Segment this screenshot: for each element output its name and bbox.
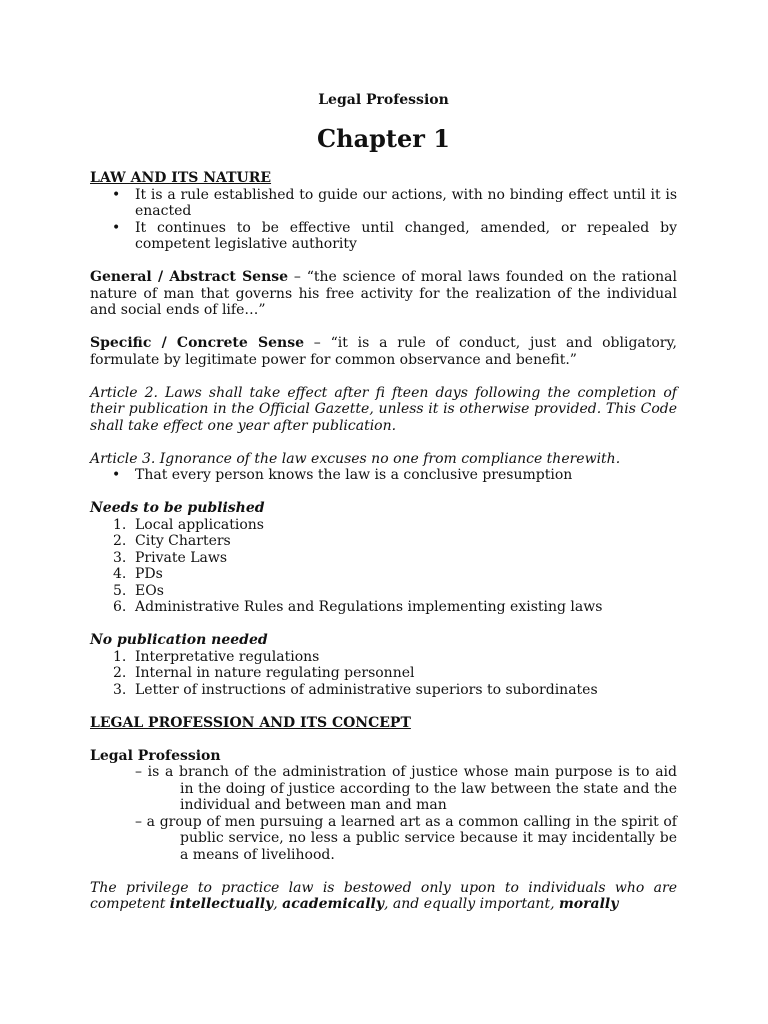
document-body (90, 170, 677, 913)
no-publication-list (90, 649, 677, 699)
list-item: 1. Interpretative regulations (113, 648, 320, 665)
list-item: 1. Local applications (113, 516, 264, 533)
law-nature-list (90, 187, 677, 253)
list-item: • That every person knows the law is a conclusive presumption (90, 467, 677, 484)
no-publication-heading: No publication needed (90, 632, 268, 648)
legal-profession-term: Legal Profession (90, 747, 221, 764)
legal-profession-definitions (90, 764, 677, 863)
list-item: 3. Private Laws (113, 549, 228, 566)
needs-published-list (90, 517, 677, 616)
needs-published-heading: Needs to be published (90, 500, 265, 516)
list-item: 2. City Charters (113, 533, 231, 549)
specific-sense-term: Specific / Concrete Sense (90, 335, 304, 351)
list-item: • It continues to be effective until changed, amended, or repealed by competent legislative authority (90, 220, 677, 253)
article-2-paragraph: Article 2. Laws shall take effect after fi fteen days following the completion of their publication in the Official Gazette, unless it is otherwise provided. This Code shall take effect one year after publication. (90, 384, 677, 434)
emphasis-intellectually: intellectually (169, 896, 274, 912)
definition-item: – is a branch of the administration of justice whose main purpose is to aid in the doing of justice according to the law between the state and the individual and between man and man (135, 764, 677, 813)
list-item: 2. Internal in nature regulating personnel (113, 665, 415, 681)
article-3-paragraph: Article 3. Ignorance of the law excuses no one from compliance therewith. (90, 450, 621, 467)
article-3-list (90, 467, 677, 484)
document-title: Legal Profession (318, 92, 449, 108)
emphasis-morally: morally (558, 896, 619, 912)
list-item: 6. Administrative Rules and Regulations implementing existing laws (113, 599, 603, 615)
definition-item: – a group of men pursuing a learned art as a common calling in the spirit of public service, no less a public service because it may incidentally be a means of livelihood. (135, 813, 677, 863)
general-sense-term: General / Abstract Sense (90, 269, 289, 285)
general-sense-text: – “the science of moral laws founded on the rational nature of man that governs his free activity for the realization of the individual and social ends of life…” (90, 269, 677, 318)
list-item: 4. PDs (113, 566, 163, 582)
specific-sense-text: – “it is a rule of conduct, just and obligatory, formulate by legitimate power for common observance and benefit.” (90, 335, 677, 368)
emphasis-academically: academically (282, 896, 385, 912)
list-item: 3. Letter of instructions of administrative superiors to subordinates (113, 681, 598, 698)
section-heading-legal-profession: LEGAL PROFESSION AND ITS CONCEPT (90, 714, 411, 731)
general-sense-paragraph (90, 269, 677, 319)
privilege-paragraph: The privilege to practice law is bestowed only upon to individuals who are competent intellectually, academically, and equally important, morally (90, 879, 677, 912)
chapter-title: Chapter 1 (317, 124, 450, 153)
specific-sense-paragraph (90, 335, 677, 368)
list-item: • It is a rule established to guide our actions, with no binding effect until it is enacted (90, 187, 677, 220)
section-heading-law-nature: LAW AND ITS NATURE (90, 170, 272, 186)
list-item: 5. EOs (113, 582, 164, 599)
